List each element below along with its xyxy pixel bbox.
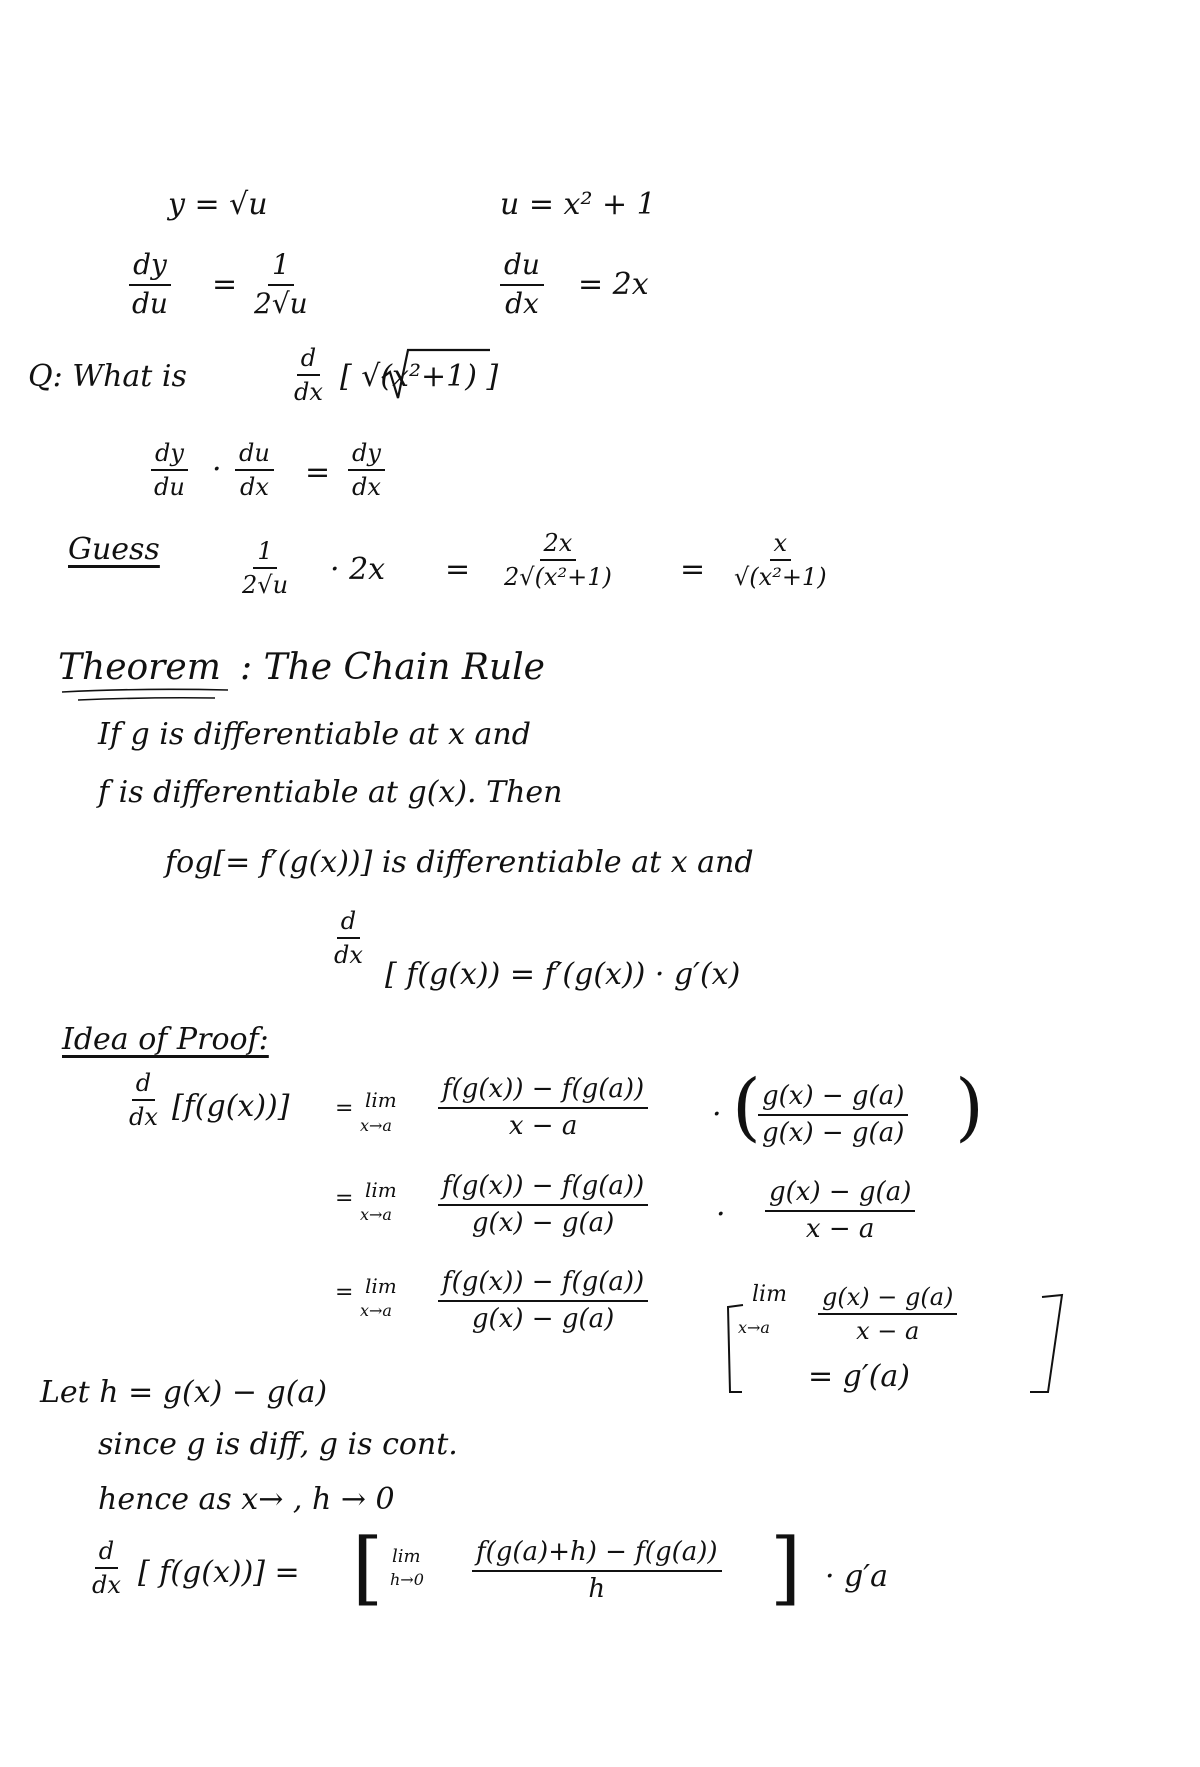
frac-den: dx xyxy=(294,378,323,407)
frac-den: g(x) − g(a) xyxy=(471,1303,615,1334)
frac-d-dx-theorem xyxy=(330,908,367,969)
frac-den: du xyxy=(154,473,185,502)
frac-num: 1 xyxy=(268,250,294,286)
frac-dy-du-2 xyxy=(150,440,189,501)
frac-den: g(x) − g(a) xyxy=(762,1117,905,1148)
lim-word: lim xyxy=(365,1088,397,1112)
lim-subscript: x→a xyxy=(360,1116,392,1135)
guess-label: Guess xyxy=(68,532,160,567)
theorem-fog-line: fog[= f′(g(x))] is differentiable at x and xyxy=(165,845,754,880)
frac-num: 1 xyxy=(253,538,276,569)
frac-1-2sqrtu xyxy=(250,250,312,320)
frac-p2-right xyxy=(765,1178,915,1243)
frac-num: d xyxy=(297,345,320,376)
theorem-f-line: f is differentiable at g(x). Then xyxy=(98,775,563,810)
frac-num: du xyxy=(500,250,544,286)
frac-guess-1 xyxy=(238,538,292,599)
question-prefix: Q: What is xyxy=(28,359,187,394)
right-bracket-3 xyxy=(1030,1295,1062,1392)
frac-p3-bracket xyxy=(818,1284,957,1345)
frac-den: 2√(x²+1) xyxy=(504,563,612,592)
proof-lhs: [f(g(x))] xyxy=(172,1089,290,1124)
right-paren: ) xyxy=(955,1064,984,1150)
theorem-if-line: If g is differentiable at x and xyxy=(98,717,531,752)
dot: · xyxy=(716,1197,726,1232)
dot: · xyxy=(712,1097,722,1132)
eq-sign: = xyxy=(680,552,706,587)
frac-num: g(x) − g(a) xyxy=(758,1082,908,1116)
frac-den: g(x) − g(a) xyxy=(471,1207,615,1238)
lim-word: lim xyxy=(392,1546,421,1567)
eq-u: u = x² + 1 xyxy=(500,187,656,222)
frac-d-dx-p1 xyxy=(125,1070,162,1131)
right-bracket: ] xyxy=(770,1521,802,1614)
final-lhs: [ f(g(x))] = xyxy=(138,1555,300,1590)
frac-dy-du xyxy=(128,250,172,320)
hence-line: hence as x→ , h → 0 xyxy=(98,1482,395,1517)
eq-sign: = xyxy=(445,552,471,587)
lim-subscript: h→0 xyxy=(390,1570,424,1589)
frac-den: dx xyxy=(239,473,269,502)
lim-subscript: x→a xyxy=(360,1301,392,1320)
idea-of-proof-label: Idea of Proof: xyxy=(62,1022,269,1057)
theorem-underline xyxy=(62,689,228,700)
frac-p2-main xyxy=(438,1172,648,1237)
eq-sign: = xyxy=(305,455,331,490)
frac-dy-dx xyxy=(348,440,385,501)
frac-den: dx xyxy=(129,1103,158,1132)
lim-subscript: x→a xyxy=(360,1205,392,1224)
frac-den: x − a xyxy=(805,1213,875,1244)
lim-word: lim xyxy=(365,1178,397,1202)
frac-p3-main xyxy=(438,1268,648,1333)
frac-num: d xyxy=(337,908,360,939)
frac-p1-main xyxy=(438,1075,648,1140)
theorem-title: : The Chain Rule xyxy=(240,647,545,688)
frac-guess-3 xyxy=(730,530,831,591)
frac-num: dy xyxy=(151,440,188,471)
lim-word: lim xyxy=(752,1282,787,1307)
eq-sign: = xyxy=(212,267,238,302)
theorem-label: Theorem xyxy=(58,647,221,688)
eq-y: y = √u xyxy=(168,187,268,222)
frac-num: f(g(x)) − f(g(a)) xyxy=(438,1172,648,1206)
frac-du-dx xyxy=(500,250,544,320)
eq-sign: = xyxy=(335,1186,354,1211)
frac-num: f(g(x)) − f(g(a)) xyxy=(438,1268,648,1302)
derivative-result: = g′(a) xyxy=(808,1359,910,1394)
frac-num: du xyxy=(235,440,274,471)
times-2x: · 2x xyxy=(330,552,386,587)
frac-du-dx-2 xyxy=(235,440,274,501)
frac-den: dx xyxy=(334,941,363,970)
frac-den: x − a xyxy=(856,1317,920,1346)
left-paren: ( xyxy=(732,1064,761,1150)
frac-den: x − a xyxy=(508,1110,578,1141)
frac-den: dx xyxy=(92,1571,121,1600)
frac-num: d xyxy=(132,1070,155,1101)
frac-num: x xyxy=(770,530,792,561)
frac-den: dx xyxy=(352,473,381,502)
left-bracket: [ xyxy=(352,1521,384,1614)
question-expr: [ √(x²+1) ] xyxy=(340,359,499,394)
frac-den: dx xyxy=(505,286,539,320)
frac-num: f(g(a)+h) − f(g(a)) xyxy=(472,1538,722,1572)
dot: · xyxy=(212,452,222,487)
frac-d-dx-final xyxy=(88,1538,125,1599)
frac-num: d xyxy=(95,1538,118,1569)
frac-num: dy xyxy=(348,440,385,471)
frac-num: dy xyxy=(129,250,171,286)
frac-num: 2x xyxy=(540,530,577,561)
frac-den: 2√u xyxy=(242,571,289,600)
chain-rule-formula: [ f(g(x)) = f′(g(x)) · g′(x) xyxy=(385,957,741,992)
let-h-line: Let h = g(x) − g(a) xyxy=(40,1375,328,1410)
frac-num: f(g(x)) − f(g(a)) xyxy=(438,1075,648,1109)
frac-d-dx xyxy=(290,345,327,406)
eq-sign: = xyxy=(335,1096,354,1121)
frac-final xyxy=(472,1538,722,1603)
eq-sign: = xyxy=(335,1280,354,1305)
frac-num: g(x) − g(a) xyxy=(818,1284,957,1315)
frac-den: 2√u xyxy=(254,286,308,320)
lim-word: lim xyxy=(365,1274,397,1298)
frac-den: √(x²+1) xyxy=(734,563,827,592)
frac-guess-2 xyxy=(500,530,616,591)
frac-den: h xyxy=(588,1573,606,1604)
frac-den: du xyxy=(132,286,168,320)
frac-p1-one xyxy=(758,1082,908,1147)
since-line: since g is diff, g is cont. xyxy=(98,1427,458,1462)
frac-num: g(x) − g(a) xyxy=(765,1178,915,1212)
lim-subscript: x→a xyxy=(738,1318,770,1337)
final-tail: · g′a xyxy=(825,1559,888,1594)
eq-2x: = 2x xyxy=(578,267,649,302)
